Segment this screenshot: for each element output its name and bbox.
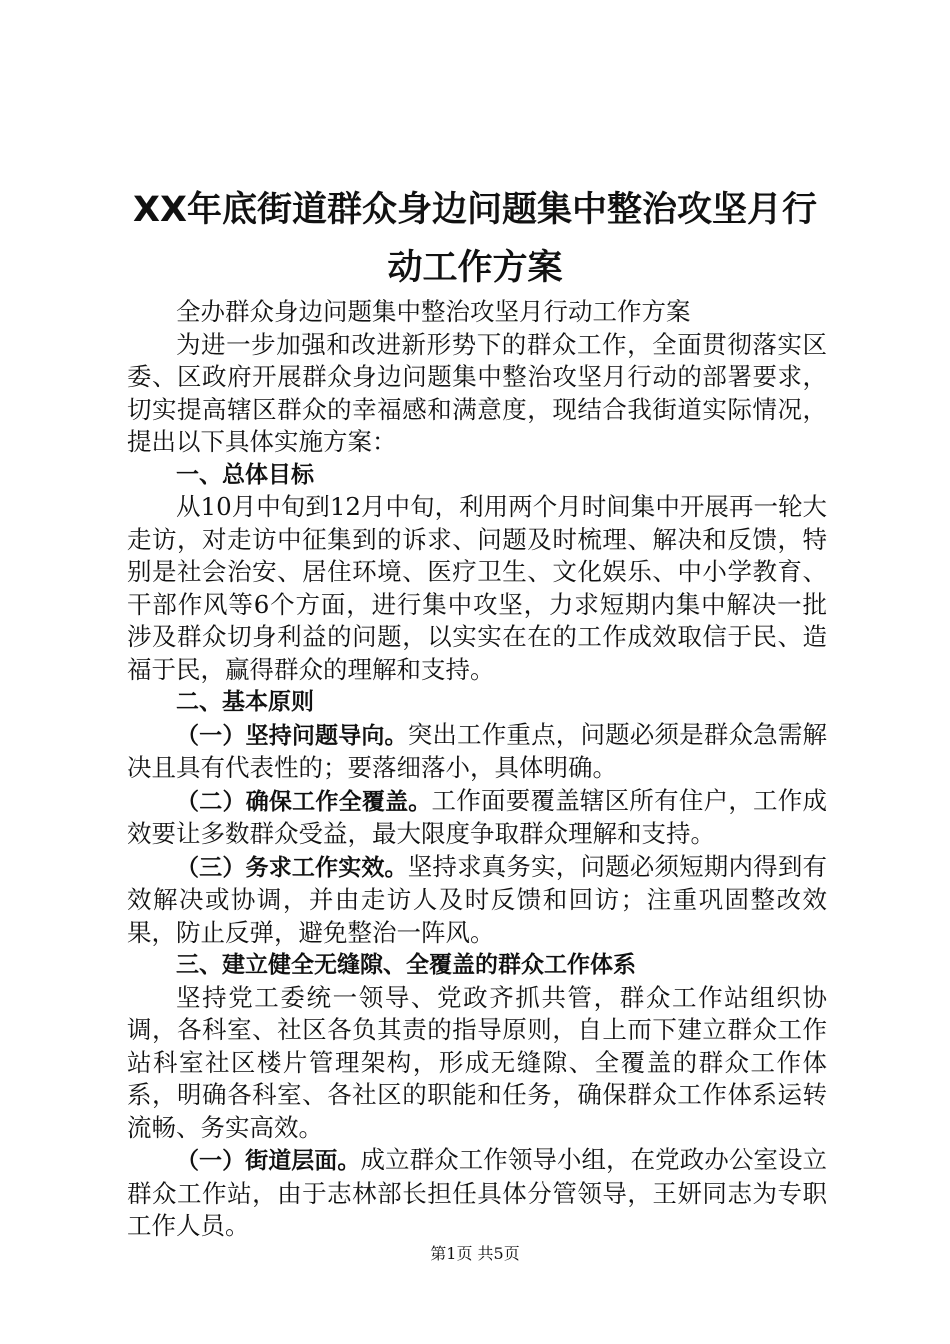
section2-heading: 二、基本原则 (176, 689, 314, 715)
level1-paragraph (127, 1144, 827, 1243)
section1-heading: 一、总体目标 (176, 461, 314, 488)
principle-text: 突出工作重点，问题必须是群众急需解决且具有代表性的；要落细落小，具体明确。 (127, 719, 828, 782)
principle-lead: （三）务求工作实效。 (176, 854, 408, 881)
section1-paragraph: 从10月中旬到12月中旬，利用两个月时间集中开展再一轮大走访，对走访中征集到的诉求、问题及时梳理、解决和反馈，特别是社会治安、居住环境、医疗卫生、文化娱乐、中小学教育、干部作风等6个方面，进行集中攻坚，力求短期内集中解决一批涉及群众切身利益的问题，以实实在在的工作成效取信于民、造福于民，赢得群众的理解和支持。 (127, 492, 827, 684)
principle-paragraph (127, 785, 827, 851)
principle-text: 坚持求真务实，问题必须短期内得到有效解决或协调，并由走访人及时反馈和回访；注重巩固整改效果，防止反弹，避免整治一阵风。 (127, 851, 828, 947)
document-title-line1: XX年底街道群众身边问题集中整治攻坚月行 (133, 190, 817, 230)
document-body (127, 296, 827, 1243)
principle-paragraph (127, 719, 827, 785)
principle-paragraph (127, 851, 827, 950)
principle-text: 工作面要覆盖辖区所有住户，工作成效要让多数群众受益，最大限度争取群众理解和支持。 (127, 785, 828, 848)
intro-paragraph: 为进一步加强和改进新形势下的群众工作，全面贯彻落实区委、区政府开展群众身边问题集中整治攻坚月行动的部署要求，切实提高辖区群众的幸福感和满意度，现结合我街道实际情况，提出以下具体实施方案： (127, 329, 827, 456)
document-title-line2: 动工作方案 (387, 248, 563, 288)
section3-paragraph: 坚持党工委统一领导、党政齐抓共管，群众工作站组织协调，各科室、社区各负其责的指导原则，自上而下建立群众工作站科室社区楼片管理架构，形成无缝隙、全覆盖的群众工作体系，明确各科室、各社区的职能和任务，确保群众工作体系运转流畅、务实高效。 (127, 982, 827, 1142)
page-number-footer: 第1页 共5页 (430, 1244, 520, 1263)
subtitle-paragraph: 全办群众身边问题集中整治攻坚月行动工作方案 (176, 297, 691, 326)
section3-heading: 三、建立健全无缝隙、全覆盖的群众工作体系 (176, 952, 636, 978)
principle-lead: （二）确保工作全覆盖。 (176, 788, 432, 815)
principle-lead: （一）坚持问题导向。 (176, 722, 408, 749)
level1-text: 成立群众工作领导小组，在党政办公室设立群众工作站，由于志林部长担任具体分管领导，王妍同志为专职工作人员。 (127, 1145, 828, 1240)
level1-lead: （一）街道层面。 (176, 1148, 361, 1174)
